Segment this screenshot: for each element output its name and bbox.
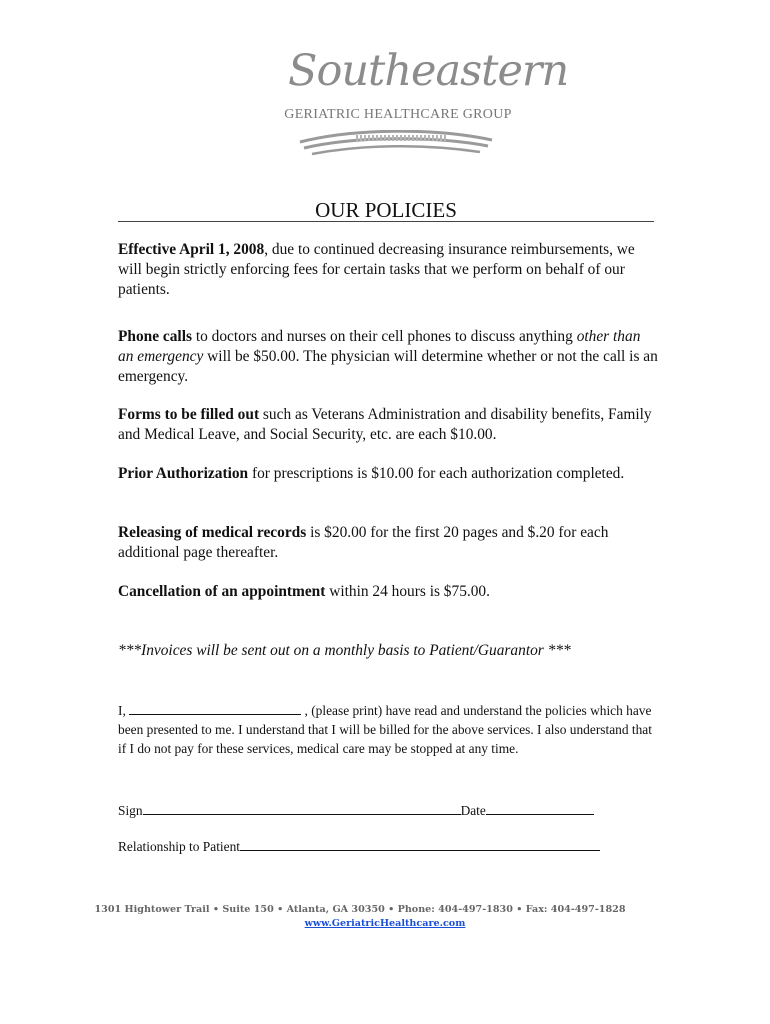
cancellation-paragraph (118, 582, 658, 602)
relationship-row (118, 836, 600, 856)
prior-authorization-paragraph (118, 464, 658, 484)
forms-paragraph (118, 405, 658, 445)
phone-calls-bold: Phone calls (118, 328, 192, 345)
footer-address: 1301 Hightower Trail • Suite 150 • Atlanta, GA 30350 • Phone: 404-497-1830 • Fax: 404-497-1828 (94, 904, 626, 915)
relationship-label: Relationship to Patient (118, 839, 240, 854)
page-title: OUR POLICIES (315, 198, 457, 222)
forms-text: such as Veterans Administration and disability benefits, Family and Medical Leave, and Social Security, etc. are each $10.00. (118, 406, 652, 443)
forms-bold: Forms to be filled out (118, 406, 260, 423)
invoice-note: ***Invoices will be sent out on a monthly basis to Patient/Guarantor *** (118, 642, 571, 659)
date-field[interactable] (486, 800, 594, 815)
medical-records-bold: Releasing of medical records (118, 524, 307, 541)
signature-field[interactable] (143, 800, 461, 815)
intro-text: , due to continued decreasing insurance reimbursements, we will begin strictly enforcing fees for certain tasks that we perform on behalf of our patients. (118, 241, 635, 298)
intro-paragraph (118, 240, 658, 300)
phone-calls-text1: to doctors and nurses on their cell phones to discuss anything (191, 328, 577, 345)
website-link[interactable]: www.GeriatricHealthcare.com (304, 918, 466, 929)
logo-swoosh-icon (296, 130, 496, 160)
acknowledgement-prefix: I, (118, 703, 126, 718)
phone-calls-italic: other than an emergency (118, 328, 641, 365)
cancellation-bold: Cancellation of an appointment (118, 583, 326, 600)
prior-authorization-text: for prescriptions is $10.00 for each authorization completed. (248, 465, 625, 482)
logo-script-name: Southeastern (288, 46, 569, 96)
print-name-field[interactable] (129, 700, 301, 715)
prior-authorization-bold: Prior Authorization (118, 465, 249, 482)
medical-records-paragraph (118, 523, 658, 563)
sign-date-row (118, 800, 594, 820)
cancellation-text: within 24 hours is $75.00. (325, 583, 490, 600)
phone-calls-paragraph (118, 327, 658, 387)
acknowledgement-paragraph (118, 700, 658, 758)
intro-bold: Effective April 1, 2008 (118, 241, 265, 258)
company-logo (270, 40, 569, 160)
title-divider (118, 221, 654, 222)
phone-calls-text2: will be $50.00. The physician will determine whether or not the call is an emergency. (118, 348, 658, 385)
medical-records-text: is $20.00 for the first 20 pages and $.20 for each additional page thereafter. (118, 524, 609, 561)
sign-label: Sign (118, 803, 143, 818)
acknowledgement-text: , (please print) have read and understand the policies which have been presented to me. I understand that I will be billed for the above services. I also understand that if I do not pay for these services, medical care may be stopped at any time. (118, 703, 652, 756)
relationship-field[interactable] (240, 836, 600, 851)
date-label: Date (460, 803, 486, 818)
logo-subtitle: GERIATRIC HEALTHCARE GROUP (284, 107, 512, 122)
